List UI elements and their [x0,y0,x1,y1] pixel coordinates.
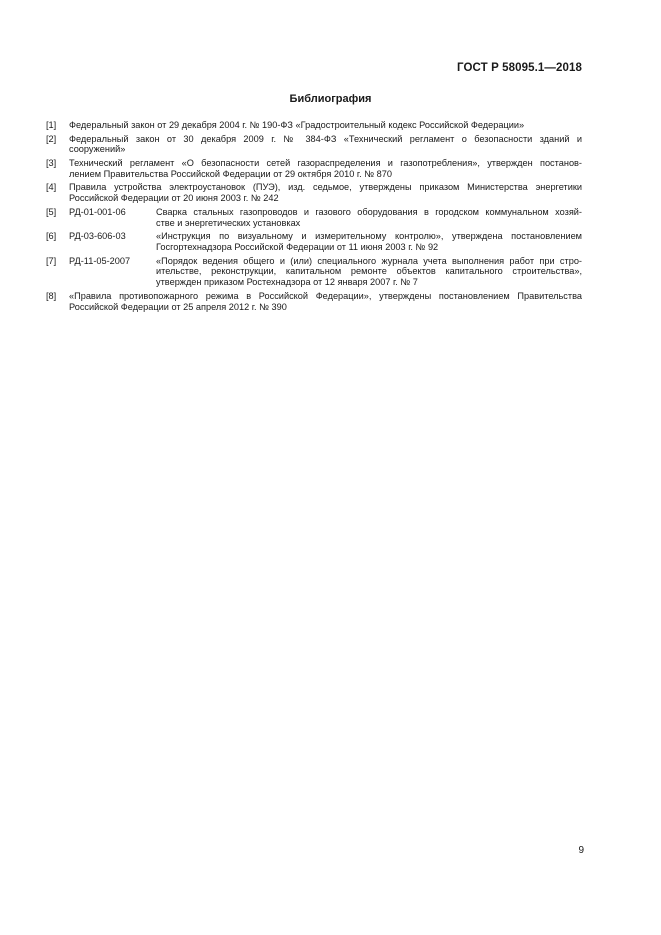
standard-code: ГОСТ Р 58095.1—2018 [457,62,582,74]
entry-number: [6] [46,231,57,242]
entry-number: [2] [46,133,57,144]
bibliography-entry [46,120,582,131]
bibliography-entry [46,291,582,313]
entry-number: [8] [46,290,57,301]
bibliography-entry [46,182,582,204]
entry-number: [3] [46,157,57,168]
entry-number: [7] [46,255,57,266]
entry-text-line: Федеральный закон от 29 декабря 2004 г. № 190-ФЗ «Градостроительный кодекс Российской Федерации» [69,120,525,130]
entry-text-line: Российской Федерации от 20 июня 2003 г. № 242 [69,193,279,204]
entry-text-line: стве и энергетических установках [156,217,301,228]
entry-text [69,134,582,156]
entry-text-line: Российской Федерации от 25 апреля 2012 г. № 390 [69,301,287,312]
entry-text-line: «Инструкция по визуальному и измерительному контролю», утверждена постановлением [156,231,582,242]
entry-text [156,256,582,289]
entry-text [69,120,582,131]
bibliography-title: Библиография [289,93,372,105]
entry-text-line: Госгортехнадзора Российской Федерации от 11 июня 2003 г. № 92 [156,242,439,253]
entry-text-line: «Правила противопожарного режима в Российской Федерации», утверждены постановлением Правительства [69,290,582,301]
entry-text-line: Правила устройства электроустановок (ПУЭ), изд. седьмое, утверждены приказом Министерства энергетики [69,182,582,193]
entry-text-line: лением Правительства Российской Федерации от 29 октября 2010 г. № 870 [69,168,392,179]
entry-text-line: утвержден приказом Ростехнадзора от 12 января 2007 г. № 7 [156,277,418,288]
entry-number: [1] [46,120,57,130]
entry-number: [4] [46,182,57,193]
entry-text-line: Технический регламент «О безопасности сетей газораспределения и газопотребления», утвержден постанов- [69,157,582,168]
entry-text-line: Федеральный закон от 30 декабря 2009 г. № 384-ФЗ «Технический регламент о безопасности зданий и [69,133,582,144]
entry-text-line: сооружений» [69,144,126,155]
entry-code: РД-01-001-06 [69,206,126,217]
bibliography-entry [46,134,582,156]
entry-text-line: ительстве, реконструкции, капитальном ремонте объектов капитального строительства», [156,266,582,277]
entry-text [156,207,582,229]
entry-text [156,231,582,253]
bibliography-list [46,120,582,315]
entry-number: [5] [46,206,57,217]
entry-text [69,182,582,204]
entry-text-line: Сварка стальных газопроводов и газового оборудования в городском коммунальном хозяй- [156,206,582,217]
entry-code: РД-03-606-03 [69,231,126,242]
bibliography-entry [46,207,582,229]
entry-text [69,158,582,180]
page-number: 9 [578,845,584,856]
bibliography-entry [46,231,582,253]
bibliography-entry [46,256,582,289]
entry-text-line: «Порядок ведения общего и (или) специального журнала учета выполнения работ при стро- [156,255,582,266]
entry-code: РД-11-05-2007 [69,255,131,266]
entry-text [69,291,582,313]
bibliography-entry [46,158,582,180]
